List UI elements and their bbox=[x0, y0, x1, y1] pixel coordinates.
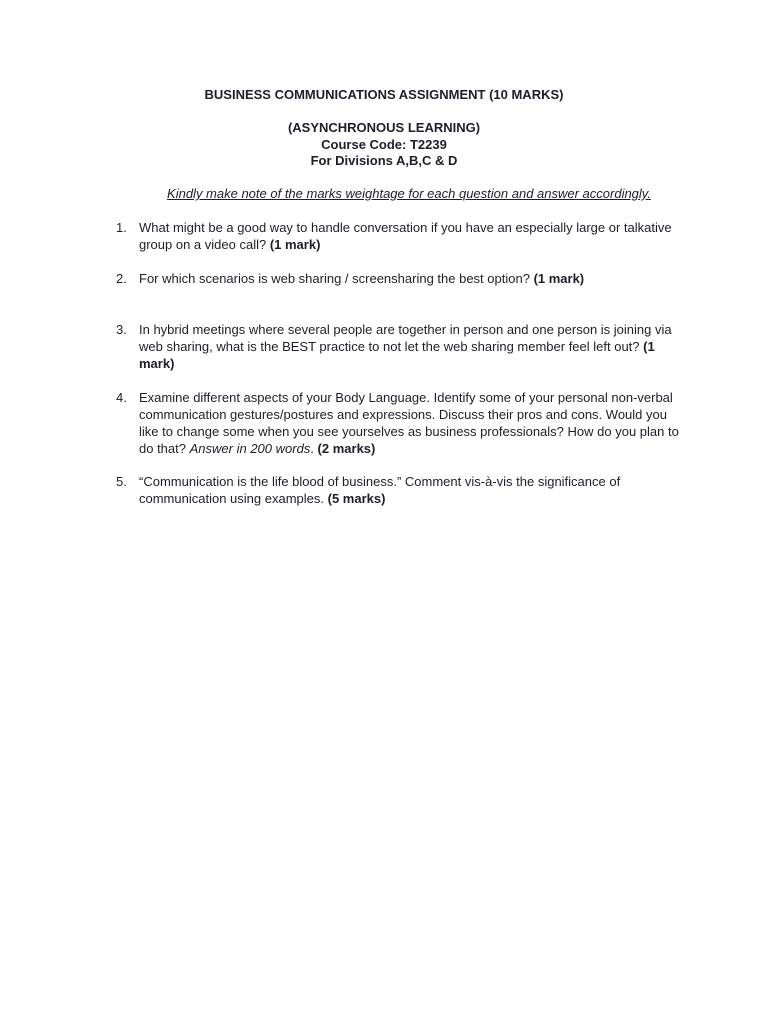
question-text: What might be a good way to handle conversation if you have an especially large or talkative group on a video call? bbox=[139, 220, 672, 252]
question-body bbox=[139, 321, 686, 372]
question-text: “Communication is the life blood of business.” Comment vis-à-vis the significance of communication using examples. bbox=[139, 474, 621, 506]
question-text: In hybrid meetings where several people are together in person and one person is joining via web sharing, what is the BEST practice to not let the web sharing member feel left out? bbox=[139, 322, 672, 354]
question-body bbox=[139, 270, 686, 287]
question-text: For which scenarios is web sharing / screensharing the best option? bbox=[139, 271, 530, 286]
word-limit: Answer in 200 words bbox=[189, 441, 311, 456]
word-limit-period: . bbox=[310, 441, 314, 456]
divisions: For Divisions A,B,C & D bbox=[310, 153, 458, 168]
question-marks: (1 mark) bbox=[533, 271, 585, 286]
question-body bbox=[139, 219, 686, 253]
question-number: 1. bbox=[116, 220, 127, 235]
question-marks: (5 marks) bbox=[327, 491, 386, 506]
marks-note: Kindly make note of the marks weightage for each question and answer accordingly. bbox=[167, 186, 651, 201]
course-code: Course Code: T2239 bbox=[321, 136, 447, 152]
document-subtitle bbox=[0, 120, 768, 170]
question-number: 3. bbox=[116, 322, 127, 337]
question-marks: (1 mark) bbox=[139, 339, 655, 371]
question-number: 4. bbox=[116, 390, 127, 405]
question-marks: (1 mark) bbox=[269, 237, 321, 252]
question-number: 2. bbox=[116, 271, 127, 286]
question-text: Examine different aspects of your Body Language. Identify some of your personal non-verbal communication gestures/postures and expressions. Discuss their pros and cons. Would you like to change some when you see yourselves as business professionals? How do you plan to do that? bbox=[139, 390, 679, 456]
document-title: BUSINESS COMMUNICATIONS ASSIGNMENT (10 MARKS) bbox=[204, 87, 564, 102]
question-1 bbox=[116, 219, 686, 253]
learning-mode: (ASYNCHRONOUS LEARNING) bbox=[287, 120, 481, 135]
question-body bbox=[139, 473, 686, 507]
question-2 bbox=[116, 270, 686, 287]
question-body bbox=[139, 389, 686, 457]
question-number: 5. bbox=[116, 474, 127, 489]
question-3 bbox=[116, 321, 686, 372]
question-marks: (2 marks) bbox=[317, 441, 376, 456]
question-5 bbox=[116, 473, 686, 507]
question-4 bbox=[116, 389, 686, 457]
